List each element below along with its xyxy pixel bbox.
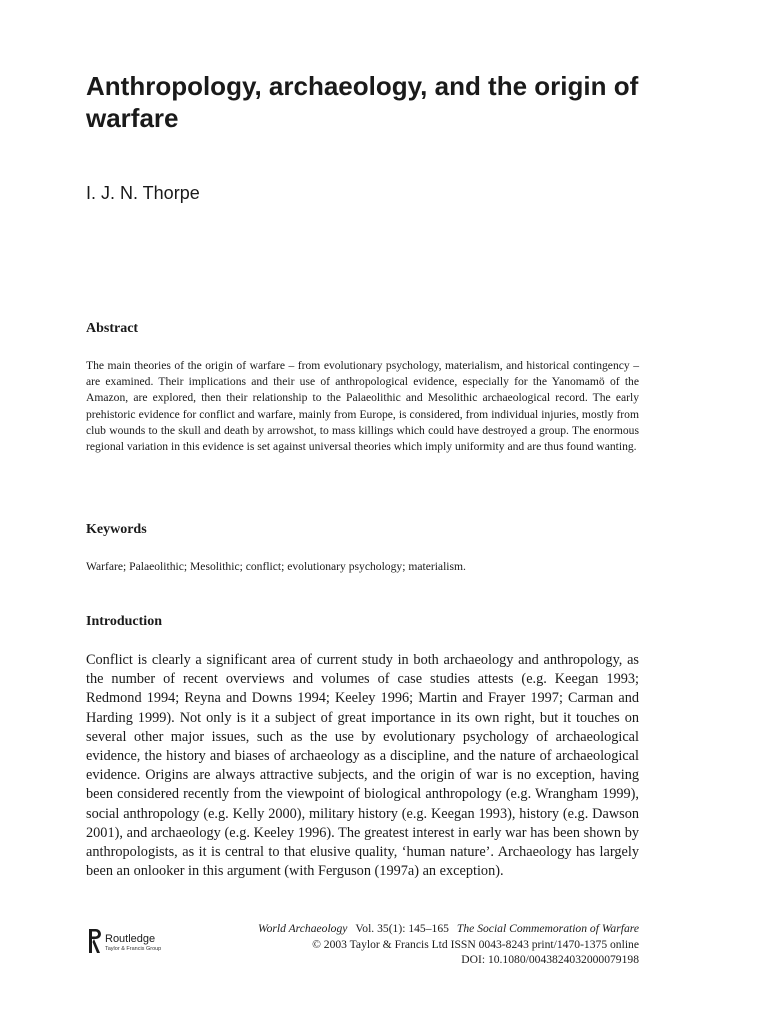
abstract-text: The main theories of the origin of warfare – from evolutionary psychology, materialism, and historical contingency – are examined. Their implications and their use of anthropological evidence, especially for the Yanomamö of the Amazon, are explored, then their relationship to the Palaeolithic and Mesolithic archaeological record. The early prehistoric evidence for conflict and warfare, mainly from Europe, is considered, from individual injuries, mostly from club wounds to the skull and death by arrowshot, to mass killings which could have destroyed a group. The enormous regional variation in this evidence is set against universal theories which imply uniformity and are thus found wanting.	[86, 359, 639, 454]
abstract-heading: Abstract	[86, 321, 139, 336]
footer-line-journal	[179, 921, 639, 937]
publisher-name: Routledge	[105, 933, 156, 945]
keywords-heading: Keywords	[86, 522, 147, 537]
introduction-heading: Introduction	[86, 614, 162, 629]
author-name: I. J. N. Thorpe	[86, 183, 200, 203]
journal-footer	[179, 921, 639, 968]
article-title: Anthropology, archaeology, and the origin of warfare	[86, 71, 639, 133]
keywords-text: Warfare; Palaeolithic; Mesolithic; conflict; evolutionary psychology; materialism.	[86, 560, 466, 573]
journal-name: World Archaeology	[257, 922, 348, 935]
doi-line: DOI: 10.1080/0043824032000079198	[461, 953, 639, 966]
publisher-group: Taylor & Francis Group	[105, 946, 162, 952]
journal-volume: Vol. 35(1): 145–165	[355, 922, 449, 935]
routledge-logo-icon	[88, 928, 102, 954]
publisher-logo	[88, 928, 188, 958]
issue-theme: The Social Commemoration of Warfare	[456, 922, 639, 935]
copyright-line: © 2003 Taylor & Francis Ltd ISSN 0043-8243 print/1470-1375 online	[312, 937, 639, 951]
introduction-text: Conflict is clearly a significant area of current study in both archaeology and anthropology, as the number of recent overviews and volumes of case studies attests (e.g. Keegan 1993; Redmond 1994; Reyna and Downs 1994; Keeley 1996; Martin and Frayer 1997; Carman and Harding 1999). Not only is it a subject of great importance in its own right, but it touches on several other major issues, such as the use by evolutionary psychology of archaeological evidence, the history and biases of archaeology as a discipline, and the nature of archaeological evidence. Origins are always attractive subjects, and the origin of war is no exception, having been considered recently from the viewpoint of biological anthropology (e.g. Wrangham 1999), social anthropology (e.g. Kelly 2000), military history (e.g. Keegan 1993), history (e.g. Dawson 2001), and archaeology (e.g. Keeley 1996). The greatest interest in early war has been shown by anthropologists, as it is central to that elusive quality, ‘human nature’. Archaeology has largely been an onlooker in this argument (with Ferguson (1997a) an exception).	[86, 652, 639, 880]
